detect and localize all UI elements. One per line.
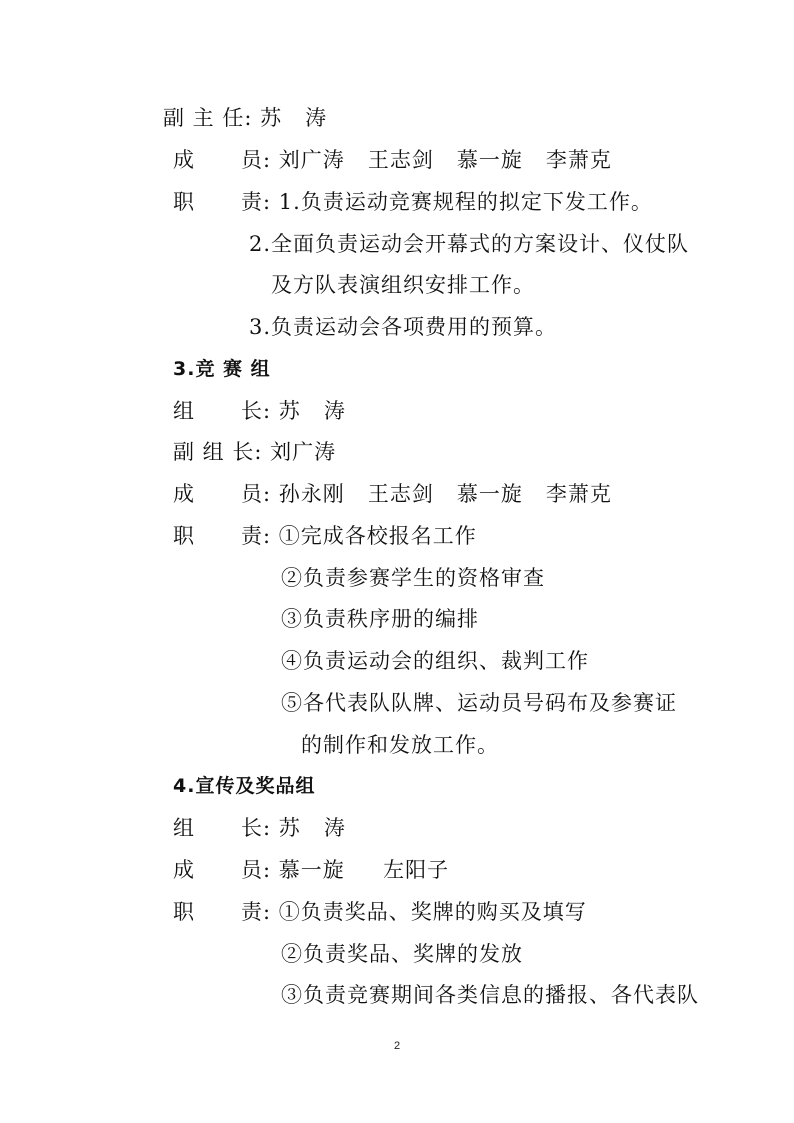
duties-line: 职 责: 1.负责运动竞赛规程的拟定下发工作。: [173, 190, 653, 214]
members-line: 成 员: 孙永刚 王志剑 慕一旋 李萧克: [173, 482, 612, 506]
duty-item: ⑤各代表队队牌、运动员号码布及参赛证: [281, 691, 677, 715]
group-leader-line: 组 长: 苏 涛: [173, 816, 346, 840]
duties-line: 职 责: ①负责奖品、奖牌的购买及填写: [173, 900, 587, 924]
deputy-group-leader-line: 副 组 长: 刘广涛: [173, 440, 337, 464]
duty-item-2-continued: 及方队表演组织安排工作。: [271, 273, 535, 297]
page-number: 2: [393, 1040, 401, 1052]
duty-item: ③负责竞赛期间各类信息的播报、各代表队: [281, 983, 699, 1007]
members-line: 成 员: 慕一旋 左阳子: [173, 858, 450, 882]
duty-item: ②负责参赛学生的资格审查: [281, 566, 545, 590]
duty-item: ②负责奖品、奖牌的发放: [281, 942, 523, 966]
duty-item: ④负责运动会的组织、裁判工作: [281, 649, 589, 673]
duty-item: ③负责秩序册的编排: [281, 607, 479, 631]
deputy-director-line: 副 主 任: 苏 涛: [163, 106, 328, 130]
duty-item-3: 3.负责运动会各项费用的预算。: [249, 315, 558, 339]
duty-item-2: 2.全面负责运动会开幕式的方案设计、仪仗队: [249, 232, 690, 256]
section-heading-competition-group: 3.竞 赛 组: [173, 358, 271, 380]
duty-item-continued: 的制作和发放工作。: [301, 733, 499, 757]
members-line: 成 员: 刘广涛 王志剑 慕一旋 李萧克: [173, 148, 612, 172]
section-heading-publicity-awards-group: 4.宣传及奖品组: [173, 775, 316, 797]
duties-line: 职 责: ①完成各校报名工作: [173, 524, 477, 548]
group-leader-line: 组 长: 苏 涛: [173, 399, 346, 423]
